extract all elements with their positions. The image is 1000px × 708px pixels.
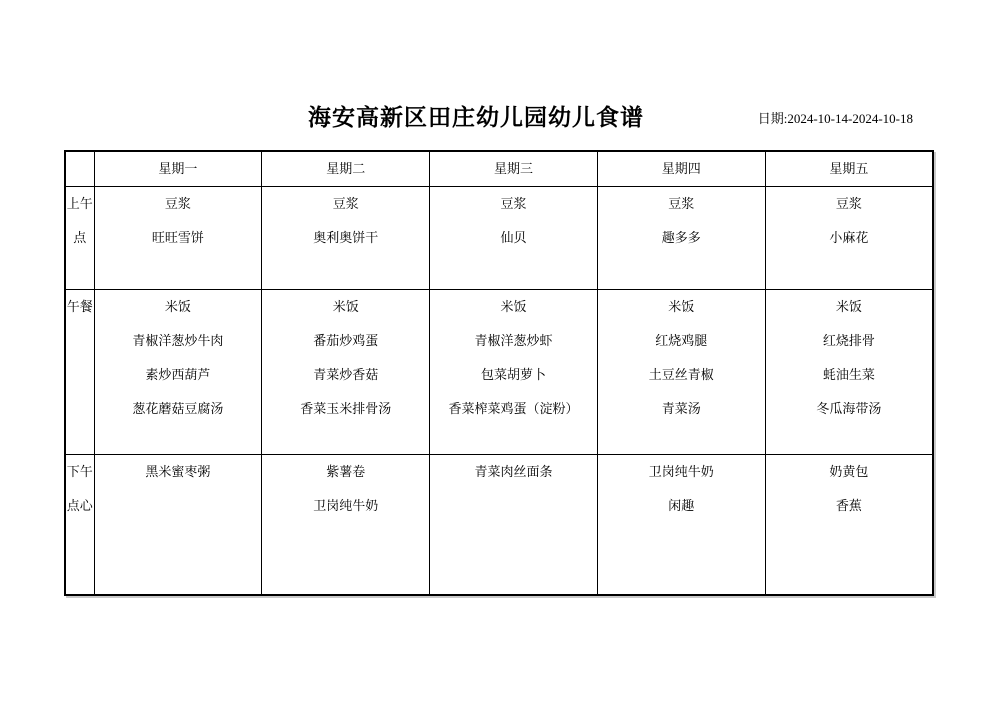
dish-item: 米饭 bbox=[835, 299, 862, 314]
dish-item: 米饭 bbox=[500, 299, 527, 314]
weekday-header-thursday: 星期四 bbox=[597, 151, 765, 187]
dish-item: 红烧鸡腿 bbox=[655, 333, 708, 348]
menu-cell-afternoon-thursday bbox=[597, 455, 765, 595]
menu-cell-lunch-monday bbox=[94, 290, 262, 455]
menu-cell-afternoon-wednesday bbox=[430, 455, 598, 595]
menu-cell-morning-tuesday bbox=[262, 187, 430, 290]
dish-item: 葱花蘑菇豆腐汤 bbox=[132, 401, 224, 416]
date-label: 日期:2024-10-14-2024-10-18 bbox=[757, 111, 913, 126]
dish-item: 仙贝 bbox=[500, 230, 527, 245]
dish-item: 卫岗纯牛奶 bbox=[648, 464, 714, 479]
weekday-header-friday: 星期五 bbox=[765, 151, 933, 187]
menu-table bbox=[64, 150, 934, 596]
dish-item: 豆浆 bbox=[332, 196, 359, 211]
dish-item: 青椒洋葱炒虾 bbox=[474, 333, 553, 348]
dish-item: 青菜汤 bbox=[661, 401, 701, 416]
menu-cell-lunch-thursday bbox=[597, 290, 765, 455]
corner-cell bbox=[65, 151, 94, 187]
dish-item: 米饭 bbox=[332, 299, 359, 314]
dish-item: 奶黄包 bbox=[829, 464, 869, 479]
dish-item: 黑米蜜枣粥 bbox=[145, 464, 211, 479]
dish-item: 旺旺雪饼 bbox=[151, 230, 204, 245]
dish-item: 豆浆 bbox=[164, 196, 191, 211]
menu-cell-afternoon-friday bbox=[765, 455, 933, 595]
dish-item: 紫薯卷 bbox=[326, 464, 366, 479]
dish-item: 番茄炒鸡蛋 bbox=[313, 333, 379, 348]
dish-item: 蚝油生菜 bbox=[822, 367, 875, 382]
row-header-morning-snack: 上午点 bbox=[65, 187, 94, 290]
menu-cell-lunch-friday bbox=[765, 290, 933, 455]
dish-item: 红烧排骨 bbox=[822, 333, 875, 348]
afternoon-snack-row bbox=[65, 455, 933, 595]
menu-cell-lunch-tuesday bbox=[262, 290, 430, 455]
dish-item: 青菜肉丝面条 bbox=[474, 464, 553, 479]
menu-cell-afternoon-tuesday bbox=[262, 455, 430, 595]
row-header-lunch: 午餐 bbox=[65, 290, 94, 455]
dish-item: 香菜榨菜鸡蛋（淀粉） bbox=[448, 401, 579, 416]
dish-item: 土豆丝青椒 bbox=[648, 367, 714, 382]
page-title: 海安高新区田庄幼儿园幼儿食谱 bbox=[308, 104, 644, 130]
row-header-afternoon-snack: 下午点心 bbox=[65, 455, 94, 595]
dish-item: 包菜胡萝卜 bbox=[480, 367, 546, 382]
weekday-header-tuesday: 星期二 bbox=[262, 151, 430, 187]
dish-item: 米饭 bbox=[668, 299, 695, 314]
dish-item: 豆浆 bbox=[500, 196, 527, 211]
menu-cell-afternoon-monday bbox=[94, 455, 262, 595]
weekday-header-wednesday: 星期三 bbox=[430, 151, 598, 187]
lunch-row bbox=[65, 290, 933, 455]
menu-cell-morning-thursday bbox=[597, 187, 765, 290]
dish-item: 奥利奥饼干 bbox=[313, 230, 379, 245]
dish-item: 豆浆 bbox=[668, 196, 695, 211]
weekday-header-row bbox=[65, 151, 933, 187]
dish-item: 豆浆 bbox=[835, 196, 862, 211]
dish-item: 香蕉 bbox=[835, 498, 862, 513]
dish-item: 小麻花 bbox=[829, 230, 869, 245]
menu-cell-morning-monday bbox=[94, 187, 262, 290]
dish-item: 卫岗纯牛奶 bbox=[313, 498, 379, 513]
weekday-header-monday: 星期一 bbox=[94, 151, 262, 187]
dish-item: 闲趣 bbox=[668, 498, 695, 513]
dish-item: 趣多多 bbox=[661, 230, 701, 245]
morning-snack-row bbox=[65, 187, 933, 290]
dish-item: 青菜炒香菇 bbox=[313, 367, 379, 382]
dish-item: 米饭 bbox=[164, 299, 191, 314]
menu-cell-lunch-wednesday bbox=[430, 290, 598, 455]
dish-item: 香菜玉米排骨汤 bbox=[300, 401, 392, 416]
dish-item: 青椒洋葱炒牛肉 bbox=[132, 333, 224, 348]
dish-item: 冬瓜海带汤 bbox=[816, 401, 882, 416]
dish-item: 素炒西葫芦 bbox=[145, 367, 211, 382]
menu-cell-morning-friday bbox=[765, 187, 933, 290]
menu-cell-morning-wednesday bbox=[430, 187, 598, 290]
